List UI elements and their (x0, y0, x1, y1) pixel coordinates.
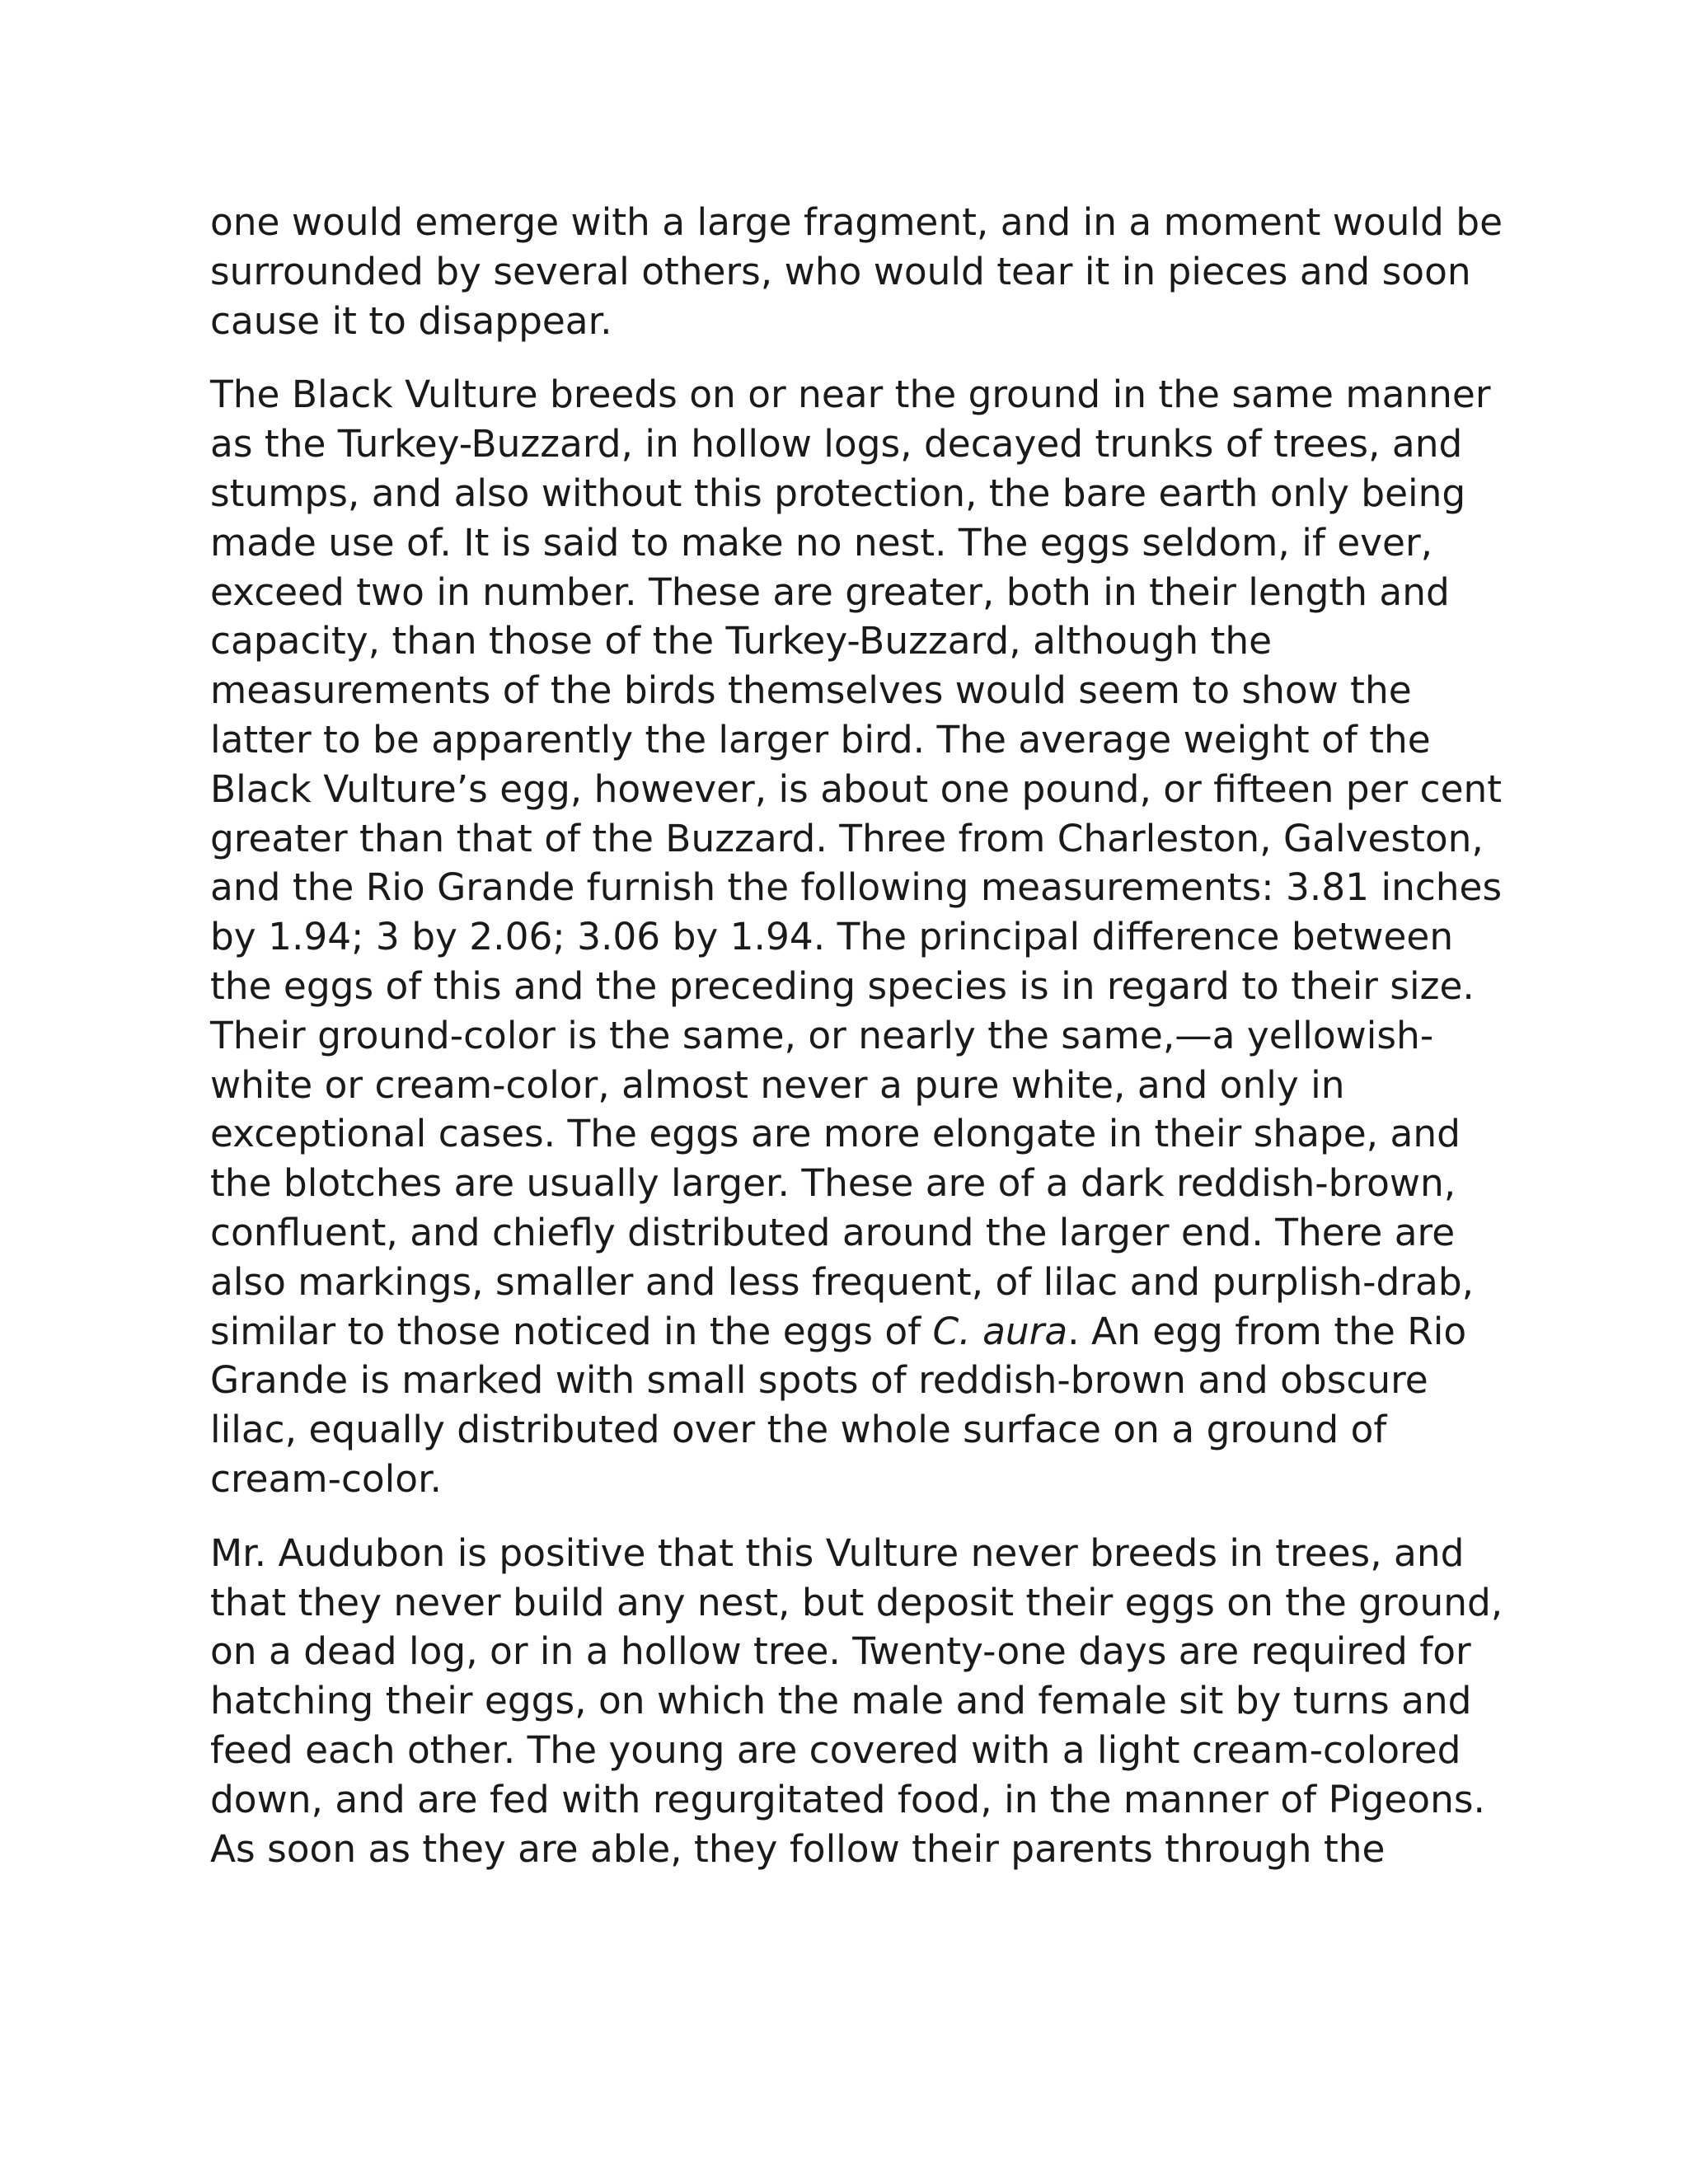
text-line: the blotches are usually larger. These are of a dark reddish-brown, (210, 1161, 1456, 1206)
text-line: feed each other. The young are covered with a light cream-colored (210, 1727, 1461, 1772)
text-run: similar to those noticed in the eggs of (210, 1309, 933, 1353)
text-line: exceptional cases. The eggs are more elongate in their shape, and (210, 1112, 1461, 1156)
paragraph-2 (210, 370, 1529, 1503)
text-line: white or cream-color, almost never a pure white, and only in (210, 1062, 1345, 1107)
text-line: latter to be apparently the larger bird. The average weight of the (210, 717, 1431, 762)
text-line: the eggs of this and the preceding species is in regard to their size. (210, 963, 1475, 1008)
text-line: that they never build any nest, but deposit their eggs on the ground, (210, 1580, 1503, 1624)
paragraph-1 (210, 198, 1529, 345)
text-line: Black Vulture’s egg, however, is about one pound, or fifteen per cent (210, 766, 1503, 811)
text-line: one would emerge with a large fragment, and in a moment would be (210, 200, 1503, 244)
text-line: made use of. It is said to make no nest. The eggs seldom, if ever, (210, 520, 1433, 565)
text-line: Their ground-color is the same, or nearly the same,—a yellowish- (210, 1013, 1434, 1057)
text-line: cream-color. (210, 1456, 442, 1501)
paragraph-3 (210, 1529, 1529, 1874)
text-line: capacity, than those of the Turkey-Buzzard, although the (210, 619, 1273, 663)
text-line: The Black Vulture breeds on or near the ground in the same manner (210, 373, 1491, 417)
text-line: lilac, equally distributed over the whole surface on a ground of (210, 1408, 1387, 1452)
text-line: by 1.94; 3 by 2.06; 3.06 by 1.94. The principal difference between (210, 915, 1454, 959)
text-line: cause it to disappear. (210, 298, 612, 343)
text-line: down, and are fed with regurgitated food, in the manner of Pigeons. (210, 1777, 1485, 1821)
text-line: measurements of the birds themselves would seem to show the (210, 668, 1412, 713)
text-line: also markings, smaller and less frequent, of lilac and purplish-drab, (210, 1259, 1475, 1304)
text-line: confluent, and chiefly distributed around the larger end. There are (210, 1210, 1456, 1254)
text-line: greater than that of the Buzzard. Three from Charleston, Galveston, (210, 816, 1484, 860)
text-line (210, 1307, 1529, 1357)
text-line: surrounded by several others, who would tear it in pieces and soon (210, 249, 1471, 293)
text-line: hatching their eggs, on which the male and female sit by turns and (210, 1679, 1472, 1723)
text-run: . An egg from the Rio (1067, 1309, 1467, 1353)
text-line: Mr. Audubon is positive that this Vulture never breeds in trees, and (210, 1530, 1465, 1575)
text-line: Grande is marked with small spots of reddish-brown and obscure (210, 1358, 1428, 1403)
text-line: As soon as they are able, they follow their parents through the (210, 1826, 1386, 1871)
page-text (210, 198, 1529, 1873)
text-line: and the Rio Grande furnish the following measurements: 3.81 inches (210, 865, 1503, 910)
text-line: exceed two in number. These are greater, both in their length and (210, 569, 1450, 614)
text-line: as the Turkey-Buzzard, in hollow logs, decayed trunks of trees, and (210, 422, 1463, 466)
species-name-italic: C. aura (932, 1309, 1068, 1353)
text-line: on a dead log, or in a hollow tree. Twenty-one days are required for (210, 1629, 1471, 1674)
text-line: stumps, and also without this protection, the bare earth only being (210, 471, 1466, 515)
